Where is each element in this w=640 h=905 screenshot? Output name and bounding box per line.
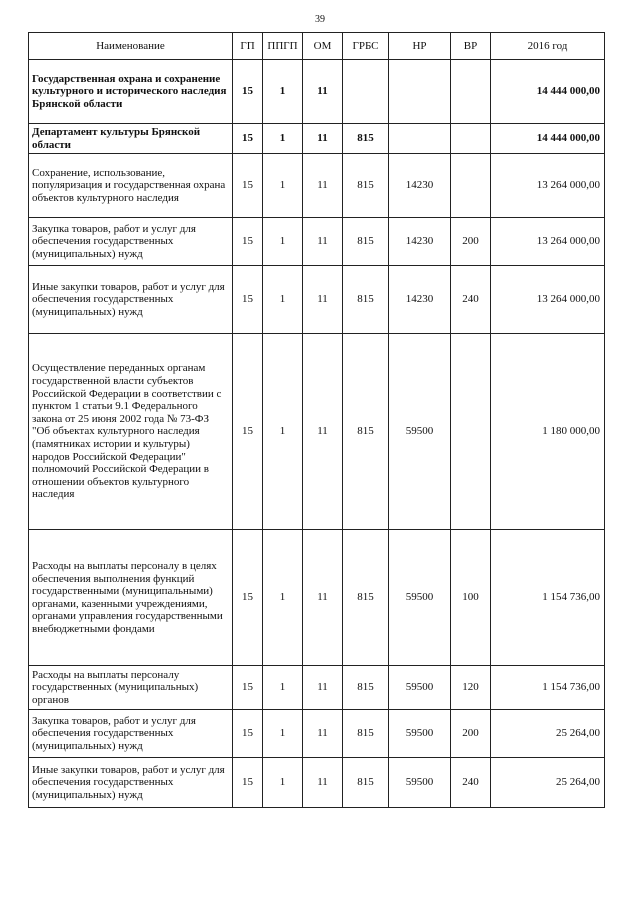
row-nr: 59500 [389, 758, 451, 808]
table-row [29, 218, 605, 266]
row-gp: 15 [233, 710, 263, 758]
row-gp: 15 [233, 530, 263, 666]
row-nr: 59500 [389, 710, 451, 758]
table-row [29, 124, 605, 154]
row-amount: 13 264 000,00 [491, 266, 605, 334]
row-vr: 200 [451, 710, 491, 758]
row-grbs: 815 [343, 154, 389, 218]
row-ppgp: 1 [263, 758, 303, 808]
header-year: 2016 год [491, 33, 605, 60]
header-grbs: ГРБС [343, 33, 389, 60]
row-nr: 14230 [389, 266, 451, 334]
row-om: 11 [303, 124, 343, 154]
row-ppgp: 1 [263, 154, 303, 218]
row-ppgp: 1 [263, 710, 303, 758]
row-gp: 15 [233, 218, 263, 266]
row-amount: 25 264,00 [491, 758, 605, 808]
row-om: 11 [303, 710, 343, 758]
row-amount: 25 264,00 [491, 710, 605, 758]
row-nr: 59500 [389, 530, 451, 666]
row-amount: 13 264 000,00 [491, 154, 605, 218]
row-nr: 59500 [389, 666, 451, 710]
row-gp: 15 [233, 334, 263, 530]
row-vr [451, 124, 491, 154]
table-row [29, 758, 605, 808]
row-grbs: 815 [343, 266, 389, 334]
row-gp: 15 [233, 758, 263, 808]
row-grbs: 815 [343, 334, 389, 530]
header-vr: ВР [451, 33, 491, 60]
row-amount: 14 444 000,00 [491, 60, 605, 124]
row-vr [451, 154, 491, 218]
page-number: 39 [315, 14, 325, 25]
row-om: 11 [303, 60, 343, 124]
row-grbs: 815 [343, 666, 389, 710]
row-om: 11 [303, 334, 343, 530]
row-ppgp: 1 [263, 266, 303, 334]
row-name: Сохранение, использование, популяризация и государственная охрана объектов культурного наследия [29, 154, 233, 218]
row-name: Департамент культуры Брянской области [29, 124, 233, 154]
row-om: 11 [303, 530, 343, 666]
row-grbs: 815 [343, 758, 389, 808]
row-grbs: 815 [343, 530, 389, 666]
row-ppgp: 1 [263, 666, 303, 710]
row-gp: 15 [233, 266, 263, 334]
row-ppgp: 1 [263, 124, 303, 154]
row-vr [451, 60, 491, 124]
row-vr [451, 334, 491, 530]
table-row [29, 334, 605, 530]
row-ppgp: 1 [263, 334, 303, 530]
row-ppgp: 1 [263, 60, 303, 124]
row-name: Закупка товаров, работ и услуг для обеспечения государственных (муниципальных) нужд [29, 710, 233, 758]
row-name: Закупка товаров, работ и услуг для обеспечения государственных (муниципальных) нужд [29, 218, 233, 266]
row-name: Иные закупки товаров, работ и услуг для обеспечения государственных (муниципальных) нужд [29, 758, 233, 808]
row-nr: 59500 [389, 334, 451, 530]
budget-table [28, 32, 605, 808]
row-amount: 13 264 000,00 [491, 218, 605, 266]
row-grbs: 815 [343, 218, 389, 266]
row-vr: 100 [451, 530, 491, 666]
row-name: Расходы на выплаты персоналу в целях обеспечения выполнения функций государственными (муниципальными) органами, казенными учреждениями, органами управления государственными внебюджетными фондами [29, 530, 233, 666]
row-vr: 240 [451, 758, 491, 808]
header-nr: НР [389, 33, 451, 60]
row-nr: 14230 [389, 154, 451, 218]
header-name: Наименование [29, 33, 233, 60]
row-om: 11 [303, 154, 343, 218]
row-ppgp: 1 [263, 218, 303, 266]
row-amount: 14 444 000,00 [491, 124, 605, 154]
row-amount: 1 154 736,00 [491, 666, 605, 710]
header-gp: ГП [233, 33, 263, 60]
row-nr: 14230 [389, 218, 451, 266]
row-grbs [343, 60, 389, 124]
row-amount: 1 180 000,00 [491, 334, 605, 530]
row-vr: 200 [451, 218, 491, 266]
row-nr [389, 124, 451, 154]
row-nr [389, 60, 451, 124]
row-om: 11 [303, 266, 343, 334]
row-grbs: 815 [343, 710, 389, 758]
row-name: Иные закупки товаров, работ и услуг для обеспечения государственных (муниципальных) нужд [29, 266, 233, 334]
row-vr: 240 [451, 266, 491, 334]
table-row [29, 266, 605, 334]
table-row [29, 710, 605, 758]
header-ppgp: ППГП [263, 33, 303, 60]
table-row [29, 60, 605, 124]
row-name: Осуществление переданных органам государственной власти субъектов Российской Федерации в соответствии с пунктом 1 статьи 9.1 Федерального закона от 25 июня 2002 года № 73-ФЗ "Об объектах культурного наследия (памятниках истории и культуры) народов Российской Федерации" полномочий Российской Федерации в отношении объектов культурного наследия [29, 334, 233, 530]
row-name: Расходы на выплаты персоналу государственных (муниципальных) органов [29, 666, 233, 710]
row-om: 11 [303, 758, 343, 808]
row-name: Государственная охрана и сохранение культурного и исторического наследия Брянской области [29, 60, 233, 124]
header-om: ОМ [303, 33, 343, 60]
row-om: 11 [303, 218, 343, 266]
row-vr: 120 [451, 666, 491, 710]
table-row [29, 530, 605, 666]
row-gp: 15 [233, 124, 263, 154]
row-gp: 15 [233, 154, 263, 218]
row-gp: 15 [233, 60, 263, 124]
row-amount: 1 154 736,00 [491, 530, 605, 666]
row-om: 11 [303, 666, 343, 710]
row-gp: 15 [233, 666, 263, 710]
row-grbs: 815 [343, 124, 389, 154]
table-header-row [29, 33, 605, 60]
row-ppgp: 1 [263, 530, 303, 666]
table-row [29, 666, 605, 710]
table-row [29, 154, 605, 218]
